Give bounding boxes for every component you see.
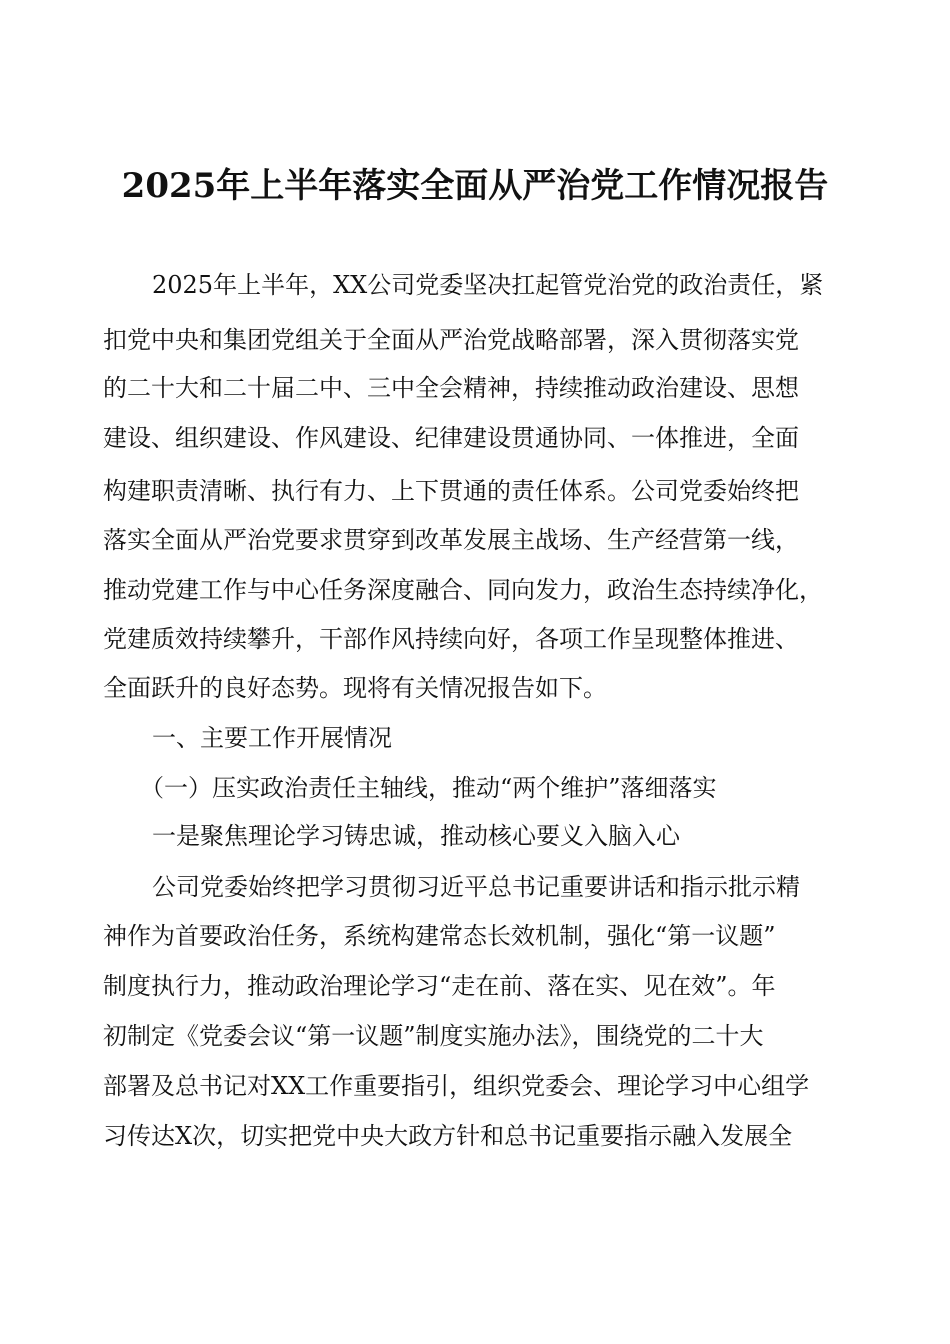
line-text: 初制定《党委会议“第一议题”制度实施办法》，围绕党的二十大: [103, 1022, 764, 1050]
subsection-heading: [0, 762, 950, 814]
line-text: 部署及总书记对XX工作重要指引，组织党委会、理论学习中心组学: [103, 1072, 810, 1100]
line-text: 的二十大和二十届二中、三中全会精神，持续推动政治建设、思想: [103, 374, 799, 402]
subsection-heading-text: （一）压实政治责任主轴线，推动“两个维护”落细落实: [140, 774, 717, 802]
paragraph-line: [0, 412, 950, 464]
line-text: 推动党建工作与中心任务深度融合、同向发力，政治生态持续净化，: [103, 576, 823, 604]
line-text: 扣党中央和集团党组关于全面从严治党战略部署，深入贯彻落实党: [103, 326, 799, 354]
paragraph-line: [0, 514, 950, 566]
document-title: 2025年上半年落实全面从严治党工作情况报告: [121, 166, 829, 206]
line-text: 制度执行力，推动政治理论学习“走在前、落在实、见在效”。年: [103, 972, 776, 1000]
paragraph-line: [0, 861, 950, 913]
paragraph-line: [0, 613, 950, 665]
paragraph-line: [0, 564, 950, 616]
paragraph-line: [0, 259, 950, 311]
paragraph-line: [0, 910, 950, 962]
paragraph-line: [0, 662, 950, 714]
item-heading-text: 一是聚焦理论学习铸忠诚，推动核心要义入脑入心: [152, 822, 680, 850]
line-text: 习传达X次，切实把党中央大政方针和总书记重要指示融入发展全: [103, 1122, 793, 1150]
paragraph-line: [0, 1060, 950, 1112]
paragraph-line: [0, 1110, 950, 1162]
line-text: 公司党委始终把学习贯彻习近平总书记重要讲话和指示批示精: [152, 873, 800, 901]
paragraph-line: [0, 1010, 950, 1062]
paragraph-line: [0, 960, 950, 1012]
item-heading: [0, 810, 950, 862]
line-text: 神作为首要政治任务，系统构建常态长效机制，强化“第一议题”: [103, 922, 776, 950]
line-text: 建设、组织建设、作风建设、纪律建设贯通协同、一体推进，全面: [103, 424, 799, 452]
line-text: 构建职责清晰、执行有力、上下贯通的责任体系。公司党委始终把: [103, 477, 799, 505]
paragraph-line: [0, 465, 950, 517]
paragraph-line: [0, 362, 950, 414]
line-text: 落实全面从严治党要求贯穿到改革发展主战场、生产经营第一线，: [103, 526, 799, 554]
section-heading: [0, 712, 950, 764]
line-text: 全面跃升的良好态势。现将有关情况报告如下。: [103, 674, 607, 702]
line-text: 2025年上半年，XX公司党委坚决扛起管党治党的政治责任，紧: [152, 271, 824, 299]
paragraph-line: [0, 314, 950, 366]
line-text: 党建质效持续攀升，干部作风持续向好，各项工作呈现整体推进、: [103, 625, 799, 653]
section-heading-text: 一、主要工作开展情况: [152, 724, 392, 752]
